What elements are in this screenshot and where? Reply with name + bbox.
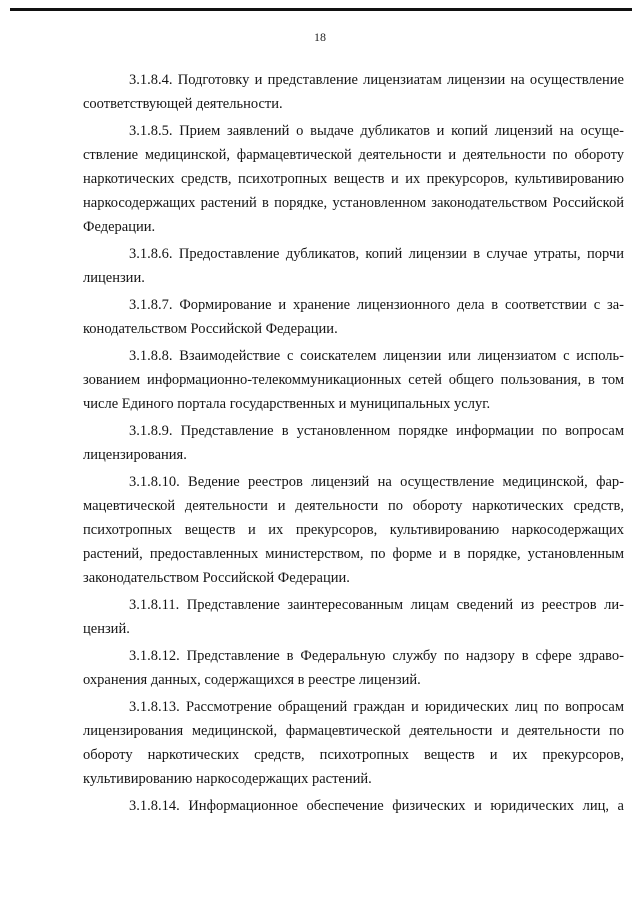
- paragraph-3-1-8-12: 3.1.8.12. Представление в Федеральную службу по надзору в сфере здравоохранения данных, содержащихся в реестре лицензий.: [83, 648, 624, 688]
- paragraph-3-1-8-13: 3.1.8.13. Рассмотрение обращений граждан и юридических лиц по вопросам лицензирования медицинской, фармацевтической деятельности и деятельности по обороту наркотических средств, психотропных веществ и их прекурсоров, культивированию наркосодержащих растений.: [83, 699, 624, 787]
- paragraph-3-1-8-4: 3.1.8.4. Подготовку и представление лицензиатам лицензии на осуществление соответствующей деятельности.: [83, 72, 624, 112]
- paragraph-3-1-8-14: 3.1.8.14. Информационное обеспечение физических и юридических лиц, а: [129, 798, 624, 814]
- paragraph-3-1-8-7: 3.1.8.7. Формирование и хранение лицензионного дела в соответствии с законодательством Российской Федерации.: [83, 297, 624, 337]
- paragraph-3-1-8-11: 3.1.8.11. Представление заинтересованным лицам сведений из реестров лицензий.: [83, 597, 624, 637]
- paragraph-3-1-8-10: 3.1.8.10. Ведение реестров лицензий на осуществление медицинской, фармацевтической деятельности и деятельности по обороту наркотических средств, психотропных веществ и их прекурсоров, культивированию наркосодержащих растений, предоставленных министерством, по форме и в порядке, установленным законодательством Российской Федерации.: [83, 474, 624, 586]
- paragraph-3-1-8-9: 3.1.8.9. Представление в установленном порядке информации по вопросам лицензирования.: [83, 423, 624, 463]
- document-body: [83, 68, 624, 818]
- page-number: 18: [314, 30, 326, 44]
- paragraph-3-1-8-5: 3.1.8.5. Прием заявлений о выдаче дубликатов и копий лицензий на осуществление медицинской, фармацевтической деятельности и деятельности по обороту наркотических средств, психотропных веществ и их прекурсоров, культивированию наркосодержащих растений в порядке, установленном законодательством Российской Федерации.: [83, 123, 624, 235]
- paragraph-3-1-8-6: 3.1.8.6. Предоставление дубликатов, копий лицензии в случае утраты, порчи лицензии.: [83, 246, 624, 286]
- top-border-line: [10, 8, 632, 11]
- paragraph-3-1-8-8: 3.1.8.8. Взаимодействие с соискателем лицензии или лицензиатом с использованием информационно-телекоммуникационных сетей общего пользования, в том числе Единого портала государственных и муниципальных услуг.: [83, 348, 624, 412]
